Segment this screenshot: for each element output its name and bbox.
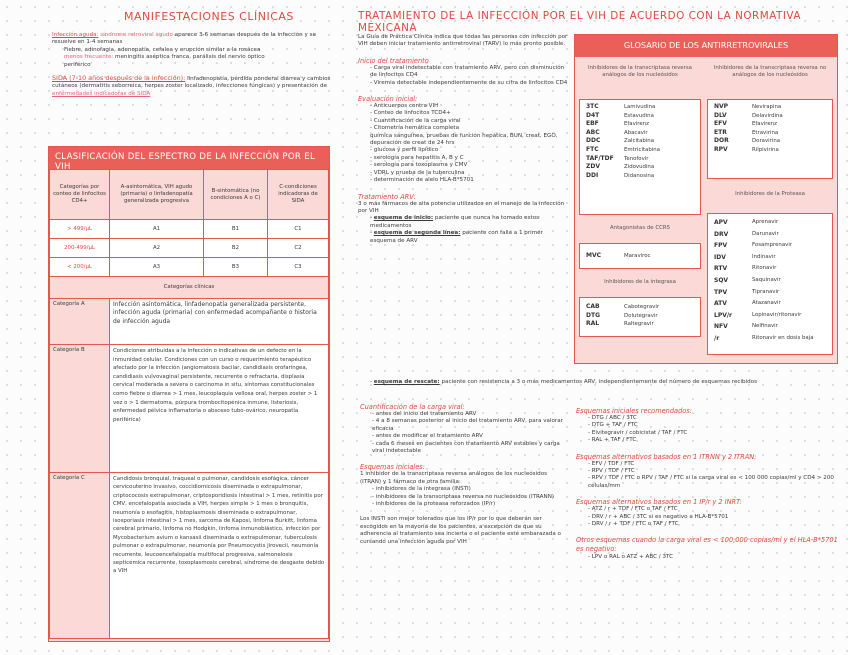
drug-row: RAL Raltegravir bbox=[586, 320, 654, 328]
alt1-heading: Esquemas alternativos basados en 1 ITRNN y 2 ITRAN: bbox=[576, 452, 757, 461]
clasif-grid bbox=[49, 169, 329, 639]
clasif-table bbox=[48, 146, 330, 642]
eval-item: - determinación de alelo HLA-B*5701 bbox=[370, 177, 474, 184]
alt2-item: - DRV / r + TDF / FTC o TAF / FTC bbox=[588, 521, 679, 528]
manif-block bbox=[52, 32, 332, 98]
glosario-box bbox=[574, 34, 838, 364]
sida-lead: SIDA (7-10 años después de la infección): bbox=[52, 74, 186, 83]
cat-c-text: Candidosis bronquial, traqueal o pulmonar, candidosis esofágica, cáncer cervicouterino invasivo, coccidiomicosis diseminada o extrapulmonar, criptococosis extrapulmonar, criptosporidiosis intestinal > 1 mes, retinitis por CMV, encefalopatía asociada a VIH, herpes simple > 1 mes o bronquitis, neumonía o esofagitis, histoplasmosis diseminada o extrapulmonar, isosporiasis intestinal > 1 mes, sarcoma de Kaposi, linfoma Burkitt, linfoma cerebral primario, linfoma no Hodgkin, linfoma inmunoblástico, infección por Mycobacterium avium o kansasii diseminada o extrapulmonar, tuberculosis pulmonar o extrapulmonar, neumonía por Pneumocystis jirovecii, neumonía recurrente, leucoencefalopatía multifocal progresiva, salmonelosis septicémica recurrente, toxoplasmosis cerebral, síndrome de desgaste debido a VIH bbox=[110, 473, 329, 639]
trat-col3 bbox=[576, 404, 838, 562]
eval-item: - serología para hepatitis A, B y C bbox=[370, 154, 464, 161]
glos-col2 bbox=[707, 61, 833, 355]
clasif-cell: A1 bbox=[110, 220, 204, 239]
glos-nrti-list bbox=[579, 99, 701, 215]
drug-row: RTV Ritonavir bbox=[714, 265, 777, 273]
drug-row: ETR Etravirina bbox=[714, 128, 779, 136]
clasif-cell: < 200/µL bbox=[50, 258, 110, 277]
glos-nnrti-heading: Inhibidores de la transcriptasa reversa no análogos de los nucleósidos bbox=[707, 61, 833, 99]
drug-row: TPV Tipranavir bbox=[714, 288, 780, 296]
rec-heading: Esquemas iniciales recomendados: bbox=[576, 407, 692, 415]
sida-pink: enfermedades indicadoras de SIDA bbox=[52, 90, 151, 97]
glos-col1 bbox=[579, 61, 701, 337]
cat-a-label: Categoría A bbox=[50, 299, 110, 345]
eval-item: - Citometría hemática completa bbox=[370, 125, 460, 132]
esq-heading: Esquemas iniciales: bbox=[360, 463, 425, 472]
aguda-text bbox=[52, 32, 332, 47]
otros-heading: Otros esquemas cuando la carga viral es < 100,000 copias/ml y el HLA-B*5701 es negativo: bbox=[576, 536, 838, 554]
clasif-cell: B2 bbox=[204, 239, 268, 258]
cuant-item: - antes de modificar el tratamiento ARV bbox=[372, 433, 483, 440]
glos-integ-heading: Inhibidores de la integrasa bbox=[579, 269, 701, 297]
alt1-item: - RPV / TDF / FTC bbox=[588, 468, 635, 475]
drug-row: IDV Indinavir bbox=[714, 253, 776, 261]
drug-row: DLV Delavirdina bbox=[714, 111, 783, 119]
tarv-item: - esquema de inicio: paciente que nunca ha tomado estos medicamentos bbox=[370, 215, 540, 229]
cat-b-text: Condiciones atribuidas a la infección o indicativas de un defecto en la inmunidad celular. Condiciones con un curso o requerimiento terapéutico afectado por la infección (angiomatosis bacilar, candidiasis orofaríngea, candidiasis vulvovaginal persistente, recurrente o refractaria, displasia cervical moderada a severa o carcinoma in situ, síntomas constitucionales como fiebre o diarrea > 1 mes, leucoplaquia vellosa oral, herpes zoster > 1 vez o > 1 dermatoma, púrpura trombocitopénica inmune, listeriosis, enfermedad pélvica inflamatoria o absceso tubo-ovárico, neuropatía periférica) bbox=[110, 345, 329, 473]
clasif-h2: B-sintomática (no condiciones A o C) bbox=[204, 170, 268, 220]
drug-row: RPV Rilpivirina bbox=[714, 145, 779, 153]
clasif-cell: C2 bbox=[268, 239, 329, 258]
clasif-cell: B1 bbox=[204, 220, 268, 239]
aguda-pink: síndrome retroviral agudo bbox=[100, 32, 173, 38]
clasif-header-row bbox=[50, 170, 329, 220]
drug-row: DOR Doravirina bbox=[714, 137, 781, 145]
drug-row: TAF/TDF Tenofovir bbox=[586, 154, 649, 162]
eval-item: - Cuantificación de la carga viral bbox=[370, 117, 461, 124]
drug-row: EFV Efavirenz bbox=[714, 120, 777, 128]
drug-row: CAB Cabotegravir bbox=[586, 303, 660, 310]
drug-row: DTG Dolutegravir bbox=[586, 311, 658, 319]
trat-title: TRATAMIENTO DE LA INFECCIÓN POR EL VIH DE ACUERDO CON LA NORMATIVA MEXICANA bbox=[358, 10, 801, 34]
glos-nrti-heading: Inhibidores de la transcriptasa reversa análogos de los nucleósidos bbox=[579, 61, 701, 99]
eval-item: - Conteo de linfocitos TCD4+ bbox=[370, 110, 451, 117]
alt2-item: - ATZ / r + TDF / FTC o TAF / FTC bbox=[588, 506, 678, 513]
drug-row: EBF Efavirenz bbox=[586, 120, 649, 128]
aguda-l3 bbox=[52, 54, 332, 61]
drug-row: FTC Emtricitabina bbox=[586, 145, 661, 153]
glosario-title: GLOSARIO DE LOS ANTIRRETROVIRALES bbox=[575, 35, 837, 57]
cat-a-row bbox=[50, 299, 329, 345]
aguda-l4: periférico bbox=[64, 61, 91, 68]
tarv-heading: Tratamiento ARV: bbox=[358, 192, 416, 201]
drug-row: NFV Nelfinavir bbox=[714, 323, 778, 331]
cat-title: Categorías clínicas bbox=[50, 277, 329, 299]
aguda-rest: aparece 3-6 semanas después de la infección y se resuelve en 1-4 semanas bbox=[52, 32, 316, 46]
eval-item: - VDRL y prueba de la tuberculina bbox=[370, 169, 465, 176]
tarv-item: - esquema de segunda línea: paciente con falla a 1 primer esquema de ARV bbox=[370, 230, 543, 244]
alt1-item: - EFV / TDF / FTC bbox=[588, 460, 635, 467]
clasif-row bbox=[50, 220, 329, 239]
cat-b-row bbox=[50, 345, 329, 473]
eval-item: - glucosa y perfil lipídico bbox=[370, 147, 439, 154]
manif-title: MANIFESTACIONES CLÍNICAS bbox=[124, 10, 294, 23]
drug-row: DDI Didanosina bbox=[586, 171, 655, 179]
rec-item: - RAL + TAF / FTC bbox=[588, 437, 637, 444]
alt2-item: - DRV / r + ABC / 3TC si es negativo a HLA-B*5701 bbox=[588, 513, 729, 520]
aguda-l3-pink: menos frecuente: bbox=[64, 54, 114, 61]
clasif-title: CLASIFICACIÓN DEL ESPECTRO DE LA INFECCIÓN POR EL VIH bbox=[49, 147, 329, 169]
clasif-cell: B3 bbox=[204, 258, 268, 277]
glos-prot-list bbox=[707, 213, 833, 355]
cat-c-label: Categoría C bbox=[50, 473, 110, 639]
otros-item: - LPV o RAL o ATZ + ABC / 3TC bbox=[588, 554, 674, 561]
trat-col2 bbox=[360, 400, 568, 546]
cuant-item: - antes del inicio del tratamiento ARV bbox=[372, 411, 477, 417]
sida-rest: linfadenopatía, pérdida ponderal diarrea y cambios cutáneos (dermatitis seborreica, herpes zoster localizado, infecciones fúngicas) y presentación de bbox=[52, 76, 331, 90]
cuant-item: - 4 a 8 semanas posterior al inicio del tratamiento ARV, para valorar eficacia bbox=[372, 418, 563, 432]
glos-prot-heading: Inhibidores de la Proteasa bbox=[707, 179, 833, 213]
drug-row: LPV/r Lopinavir/ritonavir bbox=[714, 311, 802, 319]
alt2-heading: Esquemas alternativos basados en 1 IP/r y 2 INRT: bbox=[576, 498, 742, 507]
rec-item: - Elvitegravir / cobicistat / TAF / FTC bbox=[588, 429, 688, 436]
drug-row: NVP Nevirapina bbox=[714, 103, 782, 110]
cat-b-label: Categoría B bbox=[50, 345, 110, 473]
glos-ccr5-list bbox=[579, 243, 701, 269]
cat-title-row bbox=[50, 277, 329, 299]
glos-nnrti-list bbox=[707, 99, 833, 179]
inicio-item: - Viremia detectable independientemente de su cifra de linfocitos CD4 bbox=[370, 79, 568, 86]
cuant-heading: Cuantificación de la carga viral: bbox=[360, 403, 465, 411]
alt1-item: - RPV / TDF / FTC o RPV / TAF / FTC si la carga viral es < 100 000 copias/ml y CD4 > 200 células/mm bbox=[588, 475, 834, 489]
rec-item: - DTG + TAF / FTC bbox=[588, 422, 638, 429]
clasif-h1: A-asintomática, VIH agudo (primaria) o linfadenopatía generalizada progresiva bbox=[110, 170, 204, 220]
glos-integ-list bbox=[579, 297, 701, 337]
sida-text bbox=[52, 75, 332, 98]
esq-item: - inhibidores de la transcriptasa reversa no nucleósidos (ITRANN) bbox=[372, 493, 555, 500]
eval-item: - Anticuerpos contra VIH bbox=[370, 103, 439, 110]
eval-item: - serología para toxoplasma y CMV bbox=[370, 162, 468, 169]
tarv-intro: 3 o más fármacos de alta potencia utilizados en el manejo de la infección por VIH bbox=[358, 200, 565, 214]
drug-row: MVC Maraviroc bbox=[586, 252, 651, 259]
clasif-h3: C-condiciones indicadoras de SIDA bbox=[268, 170, 329, 220]
clasif-row bbox=[50, 258, 329, 277]
drug-row: 3TC Lamivudina bbox=[586, 103, 656, 110]
rec-item: - DTG / ABC / 3TC bbox=[588, 415, 637, 421]
drug-row: D4T Estavudina bbox=[586, 111, 654, 119]
eval-heading: Evaluación inicial: bbox=[358, 95, 418, 104]
drug-row: /r Ritonavir en dosis baja bbox=[714, 334, 814, 342]
drug-row: APV Aprenavir bbox=[714, 219, 779, 226]
inicio-heading: Inicio del tratamiento bbox=[358, 56, 429, 65]
clasif-cell: A3 bbox=[110, 258, 204, 277]
drug-row: FPV Fosamprenavir bbox=[714, 242, 793, 250]
aguda-lead: Infección aguda: bbox=[52, 32, 99, 38]
glos-ccr5-heading: Antagonistas de CCR5 bbox=[579, 215, 701, 243]
clasif-cell: 200-499/µL bbox=[50, 239, 110, 258]
drug-row: SQV Saquinavir bbox=[714, 276, 781, 284]
eval-item: química sanguínea, pruebas de función hepática, BUN, creat, EGO, depuración de creat de 24 hrs bbox=[370, 132, 558, 147]
drug-row: DRV Darunavir bbox=[714, 230, 779, 238]
cat-a-text: Infección asintomática, linfadenopatía generalizada persistente, infección aguda (primaria) con enfermedad acompañante o historia de infección aguda bbox=[110, 299, 329, 345]
esq-item: - inhibidores de la proteasa reforzados (IP/r) bbox=[372, 501, 496, 508]
clasif-cell: > 499/µL bbox=[50, 220, 110, 239]
trat-col1 bbox=[358, 34, 568, 245]
aguda-l3-text: meningitis aséptica franca, parálisis del nervio óptico bbox=[115, 54, 265, 61]
trat-intro: La Guía de Práctica Clínica indica que todas las personas con infección por VIH deben iniciar tratamiento antirretroviral (TARV) lo más pronto posible. bbox=[358, 34, 568, 48]
tarv-item-rescate: - esquema de rescate: paciente con resistencia a 3 o más medicamentos ARV, independientemente del número de esquemas recibidos bbox=[370, 379, 758, 385]
inicio-item: - Carga viral indetectable con tratamiento ARV, pero con disminución de linfocitos CD4 bbox=[370, 64, 565, 79]
clasif-cell: C1 bbox=[268, 220, 329, 239]
drug-row: ABC Abacavir bbox=[586, 128, 648, 136]
drug-row: ATV Atazanavir bbox=[714, 300, 781, 308]
clasif-h0: Categorías por conteo de linfocitos CD4+ bbox=[50, 170, 110, 220]
clasif-cell: C3 bbox=[268, 258, 329, 277]
esq-intro: 1 inhibidor de la transcriptasa reversa análogos de los nucleósidos (ITRAN) y 1 fármaco de otra familia: bbox=[360, 471, 548, 485]
cat-c-row bbox=[50, 473, 329, 639]
aguda-l2: Fiebre, adinofagia, adenopatía, cefalea y erupción similar a la rosácea bbox=[64, 46, 261, 53]
esq-note: Los INSTI son mejor tolerados que los IP/r por lo que deberán ser escogidos en la mayoría de los pacientes, a excepción de que su adherencia al tratamiento sea incierta o el paciente esté embarazada o cursando una infección aguda por VIH bbox=[360, 516, 561, 545]
drug-row: ZDV Zidovudina bbox=[586, 163, 655, 171]
esq-item: - inhibidores de la integrasa (INSTI) bbox=[372, 486, 471, 493]
cuant-item: - cada 6 meses en pacientes con tratamiento ARV estables y carga viral indetectable bbox=[372, 440, 560, 455]
clasif-cell: A2 bbox=[110, 239, 204, 258]
drug-row: DDC Zalcitabina bbox=[586, 137, 655, 145]
clasif-row bbox=[50, 239, 329, 258]
